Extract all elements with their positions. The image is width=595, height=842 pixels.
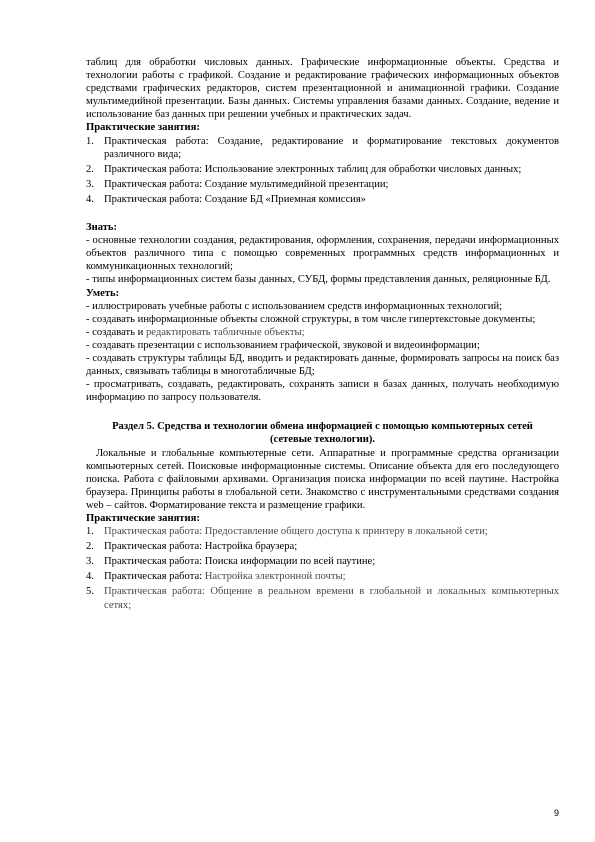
list-item: 3. Практическая работа: Поиска информации по всей паутине; [86,556,376,568]
know-item: - типы информационных систем базы данных, СУБД, формы представления данных, реляционные БД. [86,274,551,286]
list-item: 2. Практическая работа: Использование электронных таблиц для обработки числовых данных; [86,163,522,175]
section-paragraph: Локальные и глобальные компьютерные сети. Аппаратные и программные средства организации компьютерных сетей. Поисковые информационные системы. Описание объекта для его последующего поиска. Работа с файловыми архивами. Организация поиска информации по всей паутине. Настройка браузера. Принципы работы в глобальной сети. Знакомство с инструментальными средствами создания web – сайтов. Форматирование текста и размещение графики. [86,447,559,511]
practical-list-1 [86,135,559,206]
page-number: 9 [553,808,559,818]
intro-paragraph: таблиц для обработки числовых данных. Графические информационные объекты. Средства и технологии работы с графикой. Создание и редактирование графических информационных объектов средствами графических редакторов, систем презентационной и анимационной графики. Создание мультимедийной презентации. Базы данных. Системы управления базами данных. Создание, ведение и использование баз данных при решении учебных и практических задач. [86,57,559,121]
list-item: 3. Практическая работа: Создание мультимедийной презентации; [86,178,389,190]
list-item: 1. Практическая работа: Предоставление общего доступа к принтеру в локальной сети; [86,526,488,538]
can-label: Уметь: [86,287,120,299]
list-item: 4. Практическая работа: Настройка электронной почты; [86,571,346,583]
list-item: 2. Практическая работа: Настройка браузера; [86,541,298,553]
can-item: - просматривать, создавать, редактировать, сохранять записи в базах данных, получать необходимую информацию по запросу пользователя. [86,379,559,404]
can-item: - иллюстрировать учебные работы с использованием средств информационных технологий; [86,300,503,312]
practical-list-2 [86,525,559,612]
list-item: 4. Практическая работа: Создание БД «Приемная комиссия» [86,193,366,205]
document-page [86,56,559,614]
can-item: - создавать презентации с использованием графической, звуковой и видеоинформации; [86,339,480,351]
can-item: - создавать информационные объекты сложной структуры, в том числе гипертекстовые документы; [86,313,536,325]
section-heading: Раздел 5. Средства и технологии обмена информацией с помощью компьютерных сетей (сетевые технологии). [112,421,533,446]
practical-label-1: Практические занятия: [86,122,200,134]
can-item: - создавать структуры таблицы БД, вводить и редактировать данные, формировать запросы на поиск баз данных, связывать таблицы в многотабличные БД; [86,352,559,378]
list-item: 1. Практическая работа: Создание, редактирование и форматирование текстовых документов различного вида; [86,135,559,160]
know-item: - основные технологии создания, редактирования, оформления, сохранения, передачи информационных объектов различного типа с помощью современных программных средств информационных и коммуникационных технологий; [86,235,559,273]
spacer [86,208,559,221]
practical-label-2: Практические занятия: [86,513,200,524]
can-item: - создавать и редактировать табличные объекты; [86,326,305,338]
know-label: Знать: [86,222,118,234]
list-item: 5. Практическая работа: Общение в реальном времени в глобальной и локальных компьютерных сетях; [86,586,559,611]
